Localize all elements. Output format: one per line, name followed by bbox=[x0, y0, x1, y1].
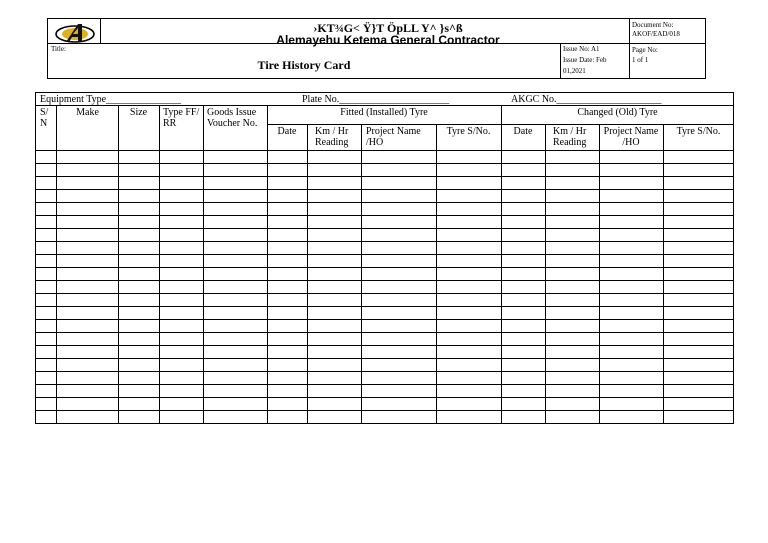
document-header bbox=[47, 18, 706, 79]
table-row bbox=[36, 306, 733, 307]
col-size: Size bbox=[129, 107, 148, 118]
col-fitted-project: Project Name /HO bbox=[366, 126, 421, 148]
company-name: Alemayehu Ketema General Contractor bbox=[276, 33, 500, 47]
table-row bbox=[36, 241, 733, 242]
table-row bbox=[36, 163, 733, 164]
changed-tyre-header: Changed (Old) Tyre bbox=[577, 107, 658, 118]
table-row bbox=[36, 176, 733, 177]
table-row bbox=[36, 228, 733, 229]
table-row bbox=[36, 384, 733, 385]
table-row bbox=[36, 267, 733, 268]
col-changed-km-hr: Km / Hr Reading bbox=[553, 126, 587, 148]
subcolumn-divider bbox=[545, 124, 546, 423]
form-line-divider bbox=[36, 105, 733, 106]
company-name-amharic: ›KT¾G< Ÿ}T ÖpLL Y^ }s^ß bbox=[313, 21, 463, 35]
table-row bbox=[36, 332, 733, 333]
col-fitted-tyre-sno: Tyre S/No. bbox=[446, 126, 491, 137]
table-row bbox=[36, 293, 733, 294]
col-fitted-km-hr: Km / Hr Reading bbox=[315, 126, 349, 148]
akgc-no-field[interactable]: AKGC No._____________________ bbox=[511, 94, 662, 105]
table-row bbox=[36, 397, 733, 398]
subcolumn-divider bbox=[599, 124, 600, 423]
equipment-type-field[interactable]: Equipment Type_______________ bbox=[40, 94, 182, 105]
table-row bbox=[36, 358, 733, 359]
column-divider bbox=[159, 105, 160, 423]
subcolumn-divider bbox=[361, 124, 362, 423]
column-divider bbox=[203, 105, 204, 423]
page-no-label: Page No: bbox=[632, 46, 658, 54]
issue-date-value: 01,2021 bbox=[563, 67, 586, 75]
table-row bbox=[36, 189, 733, 190]
subcolumn-divider bbox=[307, 124, 308, 423]
table-row bbox=[36, 371, 733, 372]
company-logo-icon bbox=[52, 21, 100, 45]
table-row bbox=[36, 280, 733, 281]
subcolumn-divider bbox=[436, 124, 437, 423]
table-row bbox=[36, 319, 733, 320]
col-sn: S/ N bbox=[40, 107, 49, 129]
table-row bbox=[36, 254, 733, 255]
col-changed-date: Date bbox=[513, 126, 533, 137]
page-no: 1 of 1 bbox=[632, 56, 649, 64]
col-fitted-date: Date bbox=[277, 126, 297, 137]
col-type: Type FF/ RR bbox=[163, 107, 200, 129]
column-divider bbox=[118, 105, 119, 423]
document-no: AKOF/EAD/018 bbox=[632, 30, 680, 38]
fitted-tyre-header: Fitted (Installed) Tyre bbox=[340, 107, 428, 118]
column-divider bbox=[501, 105, 502, 423]
table-row bbox=[36, 215, 733, 216]
column-divider bbox=[267, 105, 268, 423]
table-row bbox=[36, 345, 733, 346]
header-bottom-divider bbox=[36, 150, 733, 151]
document-no-label: Document No: bbox=[632, 21, 674, 29]
table-row bbox=[36, 202, 733, 203]
issue-no: Issue No: A1 bbox=[563, 45, 600, 53]
tire-history-table bbox=[35, 92, 734, 424]
col-make: Make bbox=[76, 107, 99, 118]
table-row bbox=[36, 410, 733, 411]
col-goods-issue: Goods Issue Voucher No. bbox=[207, 107, 258, 129]
col-changed-project: Project Name /HO bbox=[603, 126, 659, 148]
subcolumn-divider bbox=[663, 124, 664, 423]
title-label: Title: bbox=[51, 45, 66, 53]
document-title: Tire History Card bbox=[257, 58, 351, 72]
issue-date-label: Issue Date: Feb bbox=[563, 56, 607, 64]
plate-no-field[interactable]: Plate No.______________________ bbox=[302, 94, 450, 105]
column-divider bbox=[56, 105, 57, 423]
col-changed-tyre-sno: Tyre S/No. bbox=[676, 126, 721, 137]
